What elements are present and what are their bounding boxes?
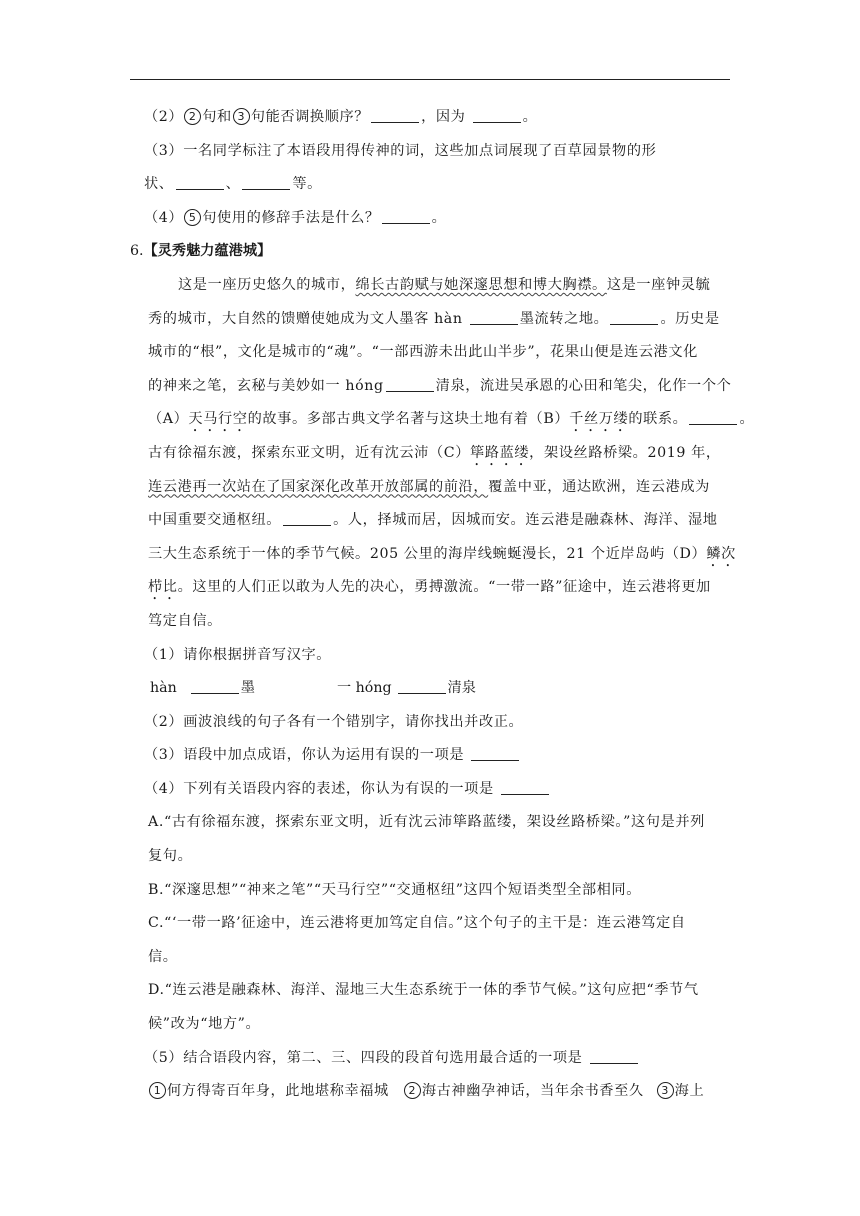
text: 。 — [739, 411, 755, 428]
wavy-underlined-sentence: 绵长古韵赋与她深邃思想和博大胸襟。 — [355, 276, 607, 293]
text: 信。 — [148, 948, 178, 965]
text: 古有徐福东渡，探索东亚文明，近有沈云沛（C） — [148, 444, 470, 461]
option-b — [130, 874, 730, 908]
text: 秀的城市，大自然的馈赠使她成为文人墨客 hàn — [148, 310, 468, 327]
answer-blank[interactable] — [471, 746, 519, 761]
passage-line — [130, 370, 730, 404]
text: 覆盖中亚，通达欧洲，连云港成为 — [488, 478, 710, 495]
answer-blank[interactable] — [283, 511, 331, 526]
document-body — [130, 101, 755, 1109]
pinyin-han: hàn — [150, 680, 177, 697]
text: （1）请你根据拼音写汉字。 — [144, 646, 332, 663]
answer-blank[interactable] — [610, 310, 658, 325]
option-c-cont — [130, 941, 730, 975]
option-d-cont — [130, 1008, 730, 1042]
passage-line — [130, 403, 755, 437]
text: ，架设丝路桥梁。2019 年， — [529, 444, 721, 461]
answer-blank[interactable] — [473, 108, 521, 123]
text: （3）一名同学标注了本语段用得传神的词，这些加点词展现了百草园景物的形 — [144, 142, 657, 159]
text: 。 — [431, 209, 447, 226]
q6-header — [130, 235, 730, 269]
answer-blank[interactable] — [398, 679, 446, 694]
answer-blank[interactable] — [386, 377, 434, 392]
circled-number-3: 3 — [657, 1082, 674, 1099]
q5-sub3-line2 — [130, 168, 730, 202]
answer-blank[interactable] — [689, 410, 737, 425]
text: 墨 — [240, 680, 255, 697]
text: 笃定自信。 — [148, 612, 222, 629]
q5-sub2 — [130, 101, 730, 135]
passage-line — [130, 303, 730, 337]
answer-blank[interactable] — [176, 175, 224, 190]
text: 清泉 — [447, 680, 476, 697]
passage-line — [130, 437, 730, 471]
text: 中国重要交通枢纽。 — [148, 512, 282, 529]
circled-number-5: 5 — [184, 209, 201, 226]
dotted-idiom-c: 筚路蓝缕 — [470, 444, 530, 461]
answer-blank[interactable] — [501, 780, 549, 795]
text: 的神来之笔，玄秘与美妙如一 hóng — [148, 377, 384, 394]
text: 状、 — [144, 176, 174, 193]
q5-sub4 — [130, 202, 730, 236]
text: 城市的“根”，文化是城市的“魂”。“一部西游未出此山半步”，花果山便是连云港文化 — [148, 344, 698, 361]
text: ，因为 — [421, 109, 471, 125]
text: 复句。 — [148, 848, 193, 865]
header-rule — [130, 79, 730, 80]
text: 等。 — [292, 176, 322, 193]
passage-line — [130, 538, 736, 572]
text: （4）下列有关语段内容的表述，你认为有误的一项是 — [144, 780, 499, 797]
text: 三大生态系统于一体的季节气候。205 公里的海岸线蜿蜒漫长，21 个近岸岛屿（D） — [148, 545, 707, 562]
answer-blank[interactable] — [470, 310, 518, 325]
option-a — [130, 806, 730, 840]
q6-sub3 — [130, 739, 730, 773]
dotted-idiom-a: 天马行空 — [188, 411, 248, 428]
question-number: 6. — [130, 243, 144, 260]
text: （5）结合语段内容，第二、三、四段的段首句选用最合适的一项是 — [144, 1049, 588, 1066]
passage-line — [130, 571, 730, 605]
text: （2） — [144, 109, 184, 125]
answer-blank[interactable] — [191, 679, 239, 694]
option-a-cont — [130, 840, 730, 874]
text: A.“古有徐福东渡，探索东亚文明，近有沈云沛筚路蓝缕，架设丝路桥梁。”这句是并列 — [148, 814, 705, 831]
text: （3）语段中加点成语，你认为运用有误的一项是 — [144, 747, 470, 764]
q6-sub5 — [130, 1042, 730, 1076]
text: 这是一座钟灵毓 — [606, 276, 711, 293]
text: D.“连云港是融森林、海洋、湿地三大生态系统于一体的季节气候。”这句应把“季节气 — [148, 982, 699, 999]
text: 、 — [225, 176, 241, 193]
text: 。历史是 — [660, 310, 720, 327]
passage-line — [130, 605, 730, 639]
text: 句能否调换顺序？ — [250, 109, 370, 125]
text: C.“‘一带一路’征途中，连云港将更加笃定自信。”这个句子的主干是：连云港笃定自 — [148, 915, 686, 932]
text: B.“深邃思想”“神来之笔”“天马行空”“交通枢纽”这四个短语类型全部相同。 — [148, 881, 642, 898]
answer-blank[interactable] — [590, 1049, 638, 1064]
question-title: 【灵秀魅力蕴港城】 — [143, 243, 272, 260]
pinyin-line — [130, 672, 730, 706]
option-d — [130, 974, 730, 1008]
pinyin-hong: 一 hóng — [336, 680, 392, 697]
q6-sub4 — [130, 773, 730, 807]
text: 的联系。 — [628, 411, 688, 428]
q6-sub1 — [130, 639, 730, 673]
answer-blank[interactable] — [382, 209, 430, 224]
dotted-idiom-b: 千丝万缕 — [569, 411, 629, 428]
circled-number-2: 2 — [184, 108, 201, 125]
text: 候”改为“地方”。 — [148, 1016, 261, 1033]
text: （4） — [144, 209, 184, 226]
passage-line — [130, 471, 730, 505]
text: 。 — [522, 109, 538, 125]
text: 清泉，流进吴承恩的心田和笔尖，化作一个个 — [435, 377, 732, 394]
text: 句使用的修辞手法是什么？ — [202, 209, 380, 226]
text: 海古神幽孕神话，当年余书香至久 — [421, 1083, 644, 1100]
text: 这是一座历史悠久的城市， — [178, 276, 356, 293]
text: （A） — [148, 411, 189, 428]
answer-blank[interactable] — [242, 175, 290, 190]
text: 。人，择城而居，因城而安。连云港是融森林、海洋、湿地 — [333, 512, 718, 529]
q5-sub3-line1 — [130, 135, 730, 169]
circled-number-2: 2 — [404, 1082, 421, 1099]
circled-number-3: 3 — [233, 108, 250, 125]
text: 海上 — [674, 1083, 705, 1100]
dotted-idiom-d: 栉比 — [148, 579, 178, 596]
q6-sub2 — [130, 706, 730, 740]
passage-line — [130, 504, 730, 538]
option-c — [130, 907, 730, 941]
text: 的故事。多部古典文学名著与这块土地有着（B） — [247, 411, 570, 428]
answer-blank[interactable] — [371, 108, 419, 123]
dotted-idiom-d: 鳞次 — [706, 545, 736, 562]
text: 墨流转之地。 — [519, 310, 609, 327]
text: 何方得寄百年身，此地堪称幸福城 — [167, 1083, 389, 1100]
text: 句和 — [202, 109, 232, 125]
circled-number-1: 1 — [149, 1082, 166, 1099]
wavy-underlined-sentence: 连云港再一次站在了国家深化改革开放部属的前沿， — [148, 478, 489, 495]
text: （2）画波浪线的句子各有一个错别字，请你找出并改正。 — [144, 713, 524, 730]
text: 。这里的人们正以敢为人先的决心，勇搏激流。“一带一路”征途中，连云港将更加 — [177, 579, 711, 596]
passage-line — [130, 336, 730, 370]
choices-line — [130, 1075, 730, 1109]
passage-line — [130, 269, 730, 303]
